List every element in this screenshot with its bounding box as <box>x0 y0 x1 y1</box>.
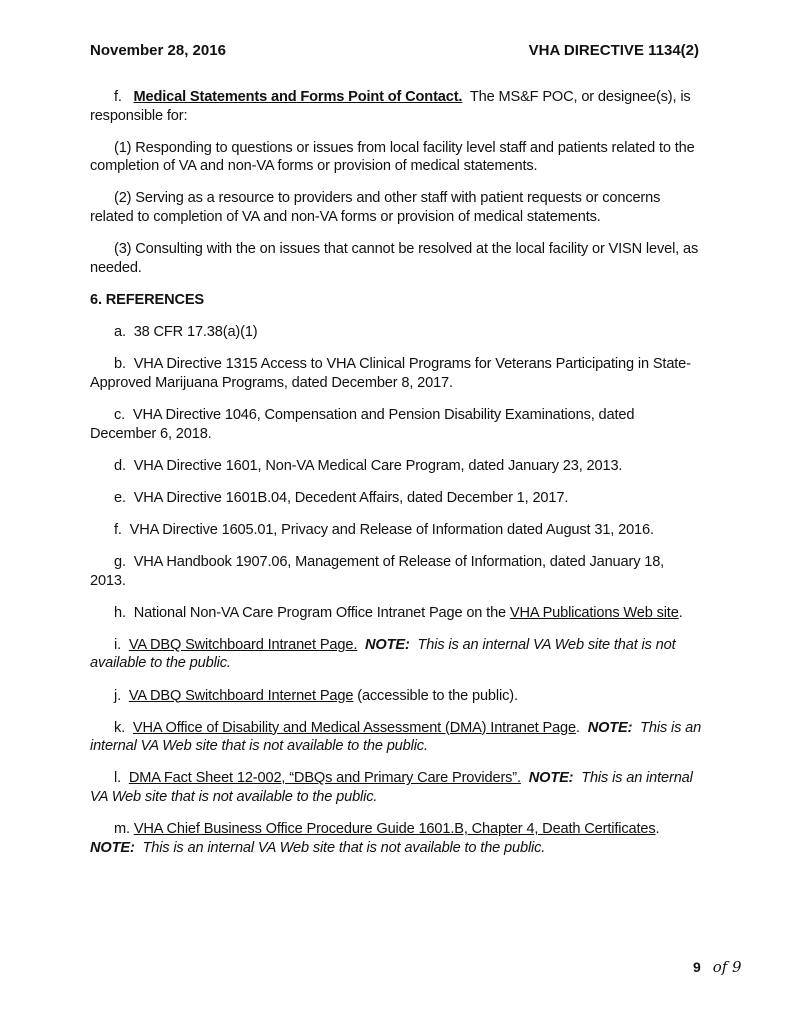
reference-label: e. <box>114 489 126 506</box>
cbo-procedure-guide-link[interactable]: VHA Chief Business Office Procedure Guide 1601.B, Chapter 4, Death Certificates <box>133 821 656 838</box>
reference-label: a. <box>114 324 126 341</box>
page-footer <box>693 958 742 976</box>
reference-label: h. <box>114 604 126 621</box>
handwritten-page-total: of 9 <box>712 958 742 976</box>
note-label: NOTE: <box>528 770 574 787</box>
reference-label: k. <box>114 719 126 736</box>
reference-item <box>90 553 702 590</box>
page-header <box>90 42 699 62</box>
page-number: 9 <box>693 959 701 975</box>
reference-label: g. <box>114 554 126 571</box>
reference-item <box>90 521 702 540</box>
section-f-item <box>90 189 702 226</box>
reference-item <box>90 820 702 857</box>
section-f-paragraph <box>90 88 702 125</box>
reference-after: . <box>575 719 580 736</box>
reference-item <box>90 636 702 673</box>
reference-item <box>90 687 702 706</box>
reference-text: VHA Directive 1601, Non-VA Medical Care Program, dated January 23, 2013. <box>133 457 623 474</box>
reference-text: VHA Directive 1601B.04, Decedent Affairs, dated December 1, 2017. <box>133 489 569 506</box>
reference-text: 38 CFR 17.38(a)(1) <box>133 324 258 341</box>
reference-text: National Non-VA Care Program Office Intranet Page on the <box>133 604 507 621</box>
reference-after: . <box>655 821 660 838</box>
reference-label: b. <box>114 356 126 373</box>
reference-after: (accessible to the public). <box>357 687 518 704</box>
dbq-internet-link[interactable]: VA DBQ Switchboard Internet Page <box>128 687 354 704</box>
section-f-label: f. <box>114 89 122 105</box>
section-f-title: Medical Statements and Forms Point of Contact. <box>133 89 463 105</box>
document-body <box>90 88 702 871</box>
reference-text: VHA Handbook 1907.06, Management of Release of Information, dated January 18, 2013. <box>90 554 665 589</box>
item-label: (1) <box>114 139 132 156</box>
reference-item <box>90 457 702 476</box>
note-text: This is an internal VA Web site that is not available to the public. <box>90 719 702 755</box>
note-label: NOTE: <box>365 636 410 653</box>
reference-item <box>90 769 702 806</box>
item-text: Consulting with the on issues that cannot be resolved at the local facility or VISN level, as needed. <box>90 241 699 276</box>
reference-label: c. <box>114 407 126 424</box>
note-text: This is an internal VA Web site that is not available to the public. <box>142 839 546 856</box>
reference-item <box>90 604 702 623</box>
note-text: This is an internal VA Web site that is not available to the public. <box>90 636 676 672</box>
section-f-item <box>90 240 702 277</box>
dma-fact-sheet-link[interactable]: DMA Fact Sheet 12-002, “DBQs and Primary Care Providers”. <box>128 770 521 787</box>
section-f-intro: The MS&F POC, or designee(s), is responsible for: <box>90 89 691 124</box>
reference-label: i. <box>114 636 121 653</box>
dma-intranet-link[interactable]: VHA Office of Disability and Medical Assessment (DMA) Intranet Page <box>132 719 576 736</box>
item-label: (3) <box>114 241 132 258</box>
reference-item <box>90 719 702 756</box>
note-label: NOTE: <box>90 839 135 856</box>
reference-item <box>90 489 702 508</box>
item-label: (2) <box>114 190 132 207</box>
reference-text: VHA Directive 1605.01, Privacy and Release of Information dated August 31, 2016. <box>129 522 654 538</box>
reference-label: d. <box>114 457 126 474</box>
references-heading: 6. REFERENCES <box>90 291 205 308</box>
reference-item <box>90 406 702 443</box>
reference-label: l. <box>114 770 121 787</box>
dbq-intranet-link[interactable]: VA DBQ Switchboard Intranet Page. <box>128 636 358 653</box>
reference-label: f. <box>114 522 122 538</box>
reference-item <box>90 323 702 342</box>
note-text: This is an internal VA Web site that is not available to the public. <box>90 770 693 805</box>
item-text: Responding to questions or issues from local facility level staff and patients related to the completion of VA and non-VA forms or provision of medical statements. <box>90 139 695 175</box>
reference-text: VHA Directive 1046, Compensation and Pension Disability Examinations, dated December 6, 2018. <box>90 407 635 442</box>
section-f-item <box>90 139 702 176</box>
header-date: November 28, 2016 <box>90 42 226 59</box>
reference-after: . <box>678 604 683 621</box>
header-directive: VHA DIRECTIVE 1134(2) <box>528 42 699 59</box>
reference-item <box>90 355 702 392</box>
reference-label: m. <box>114 821 130 838</box>
reference-text: VHA Directive 1315 Access to VHA Clinical Programs for Veterans Participating in State-Approved Marijuana Programs, dated December 8, 2017. <box>90 356 691 392</box>
item-text: Serving as a resource to providers and other staff with patient requests or concerns related to completion of VA and non-VA forms or provision of medical statements. <box>90 190 661 225</box>
note-label: NOTE: <box>587 719 633 736</box>
reference-label: j. <box>114 687 121 704</box>
vha-publications-link[interactable]: VHA Publications Web site <box>509 604 679 621</box>
